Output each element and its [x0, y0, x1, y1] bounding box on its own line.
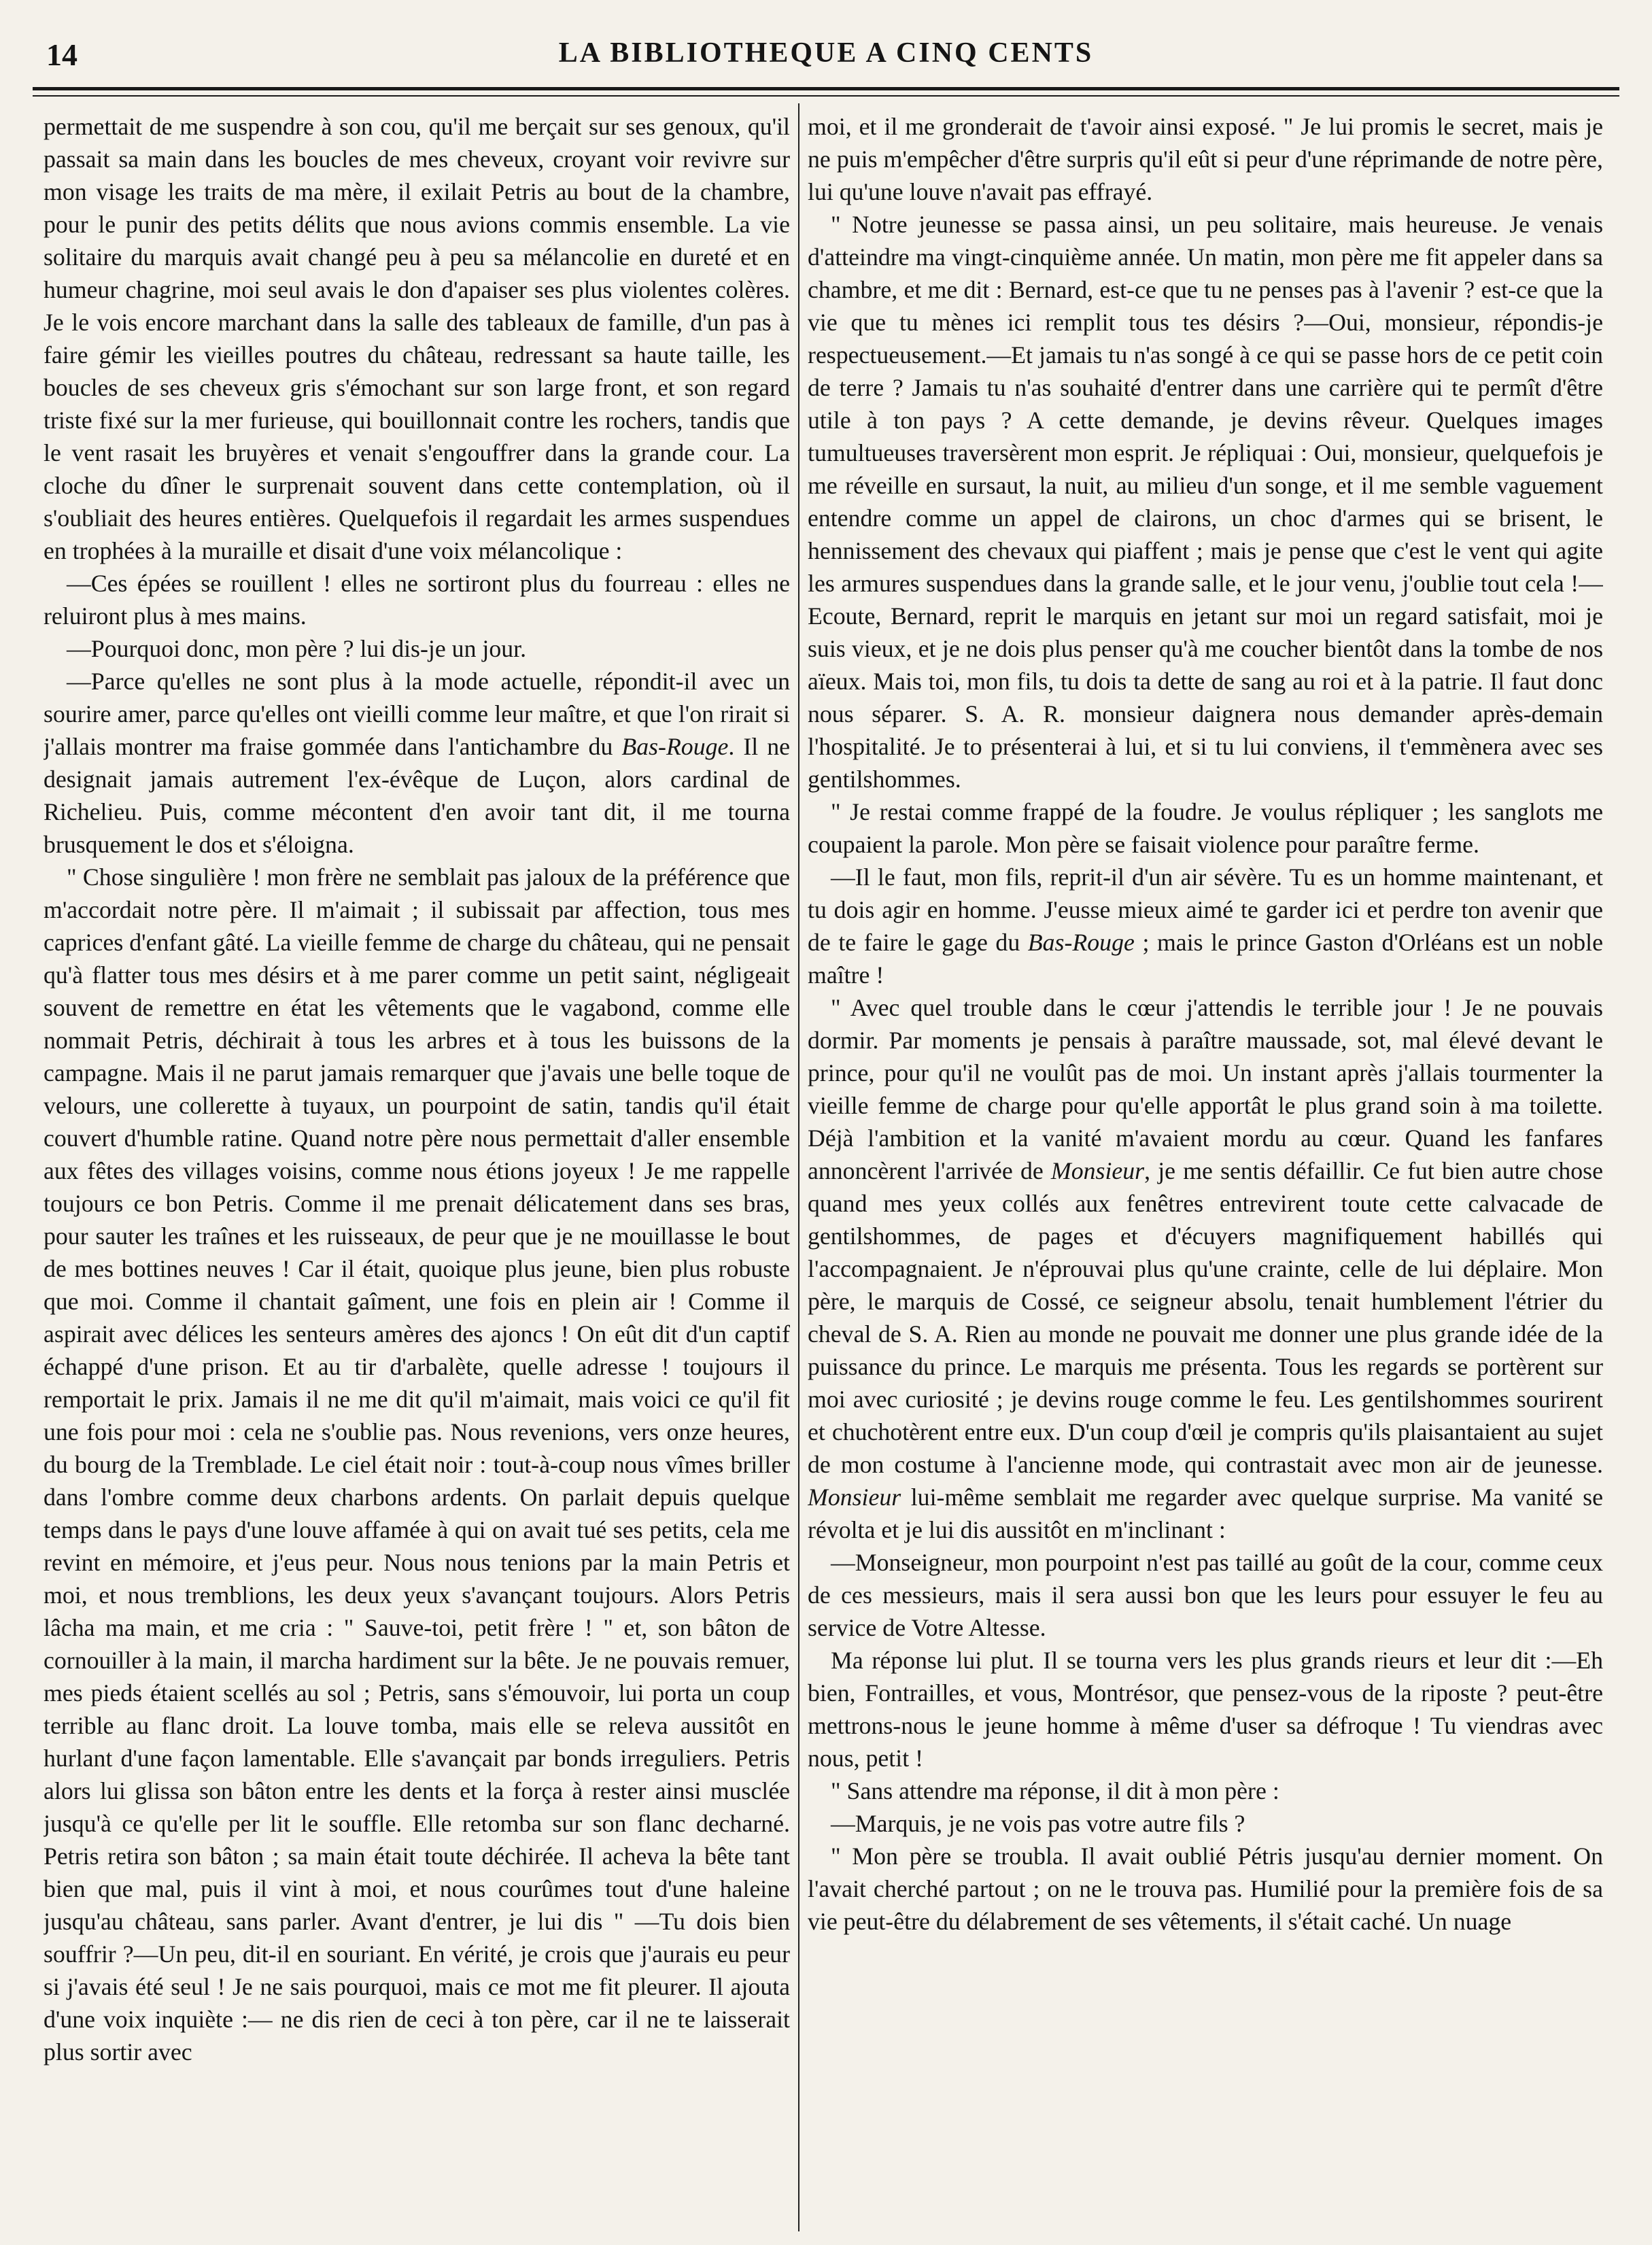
paragraph: —Parce qu'elles ne sont plus à la mode actuelle, répondit-il avec un sourire amer, parce qu'elles ont vieilli comme leur maître, et que l'on rirait si j'allais montrer ma fraise gommée dans l'antichambre du Bas-Rouge. Il ne designait jamais autrement l'ex-évêque de Luçon, alors cardinal de Richelieu. Puis, comme mécontent d'en avoir tant dit, il me tourna brusquement le dos et s'éloigna. [44, 668, 790, 858]
running-title: LA BIBLIOTHEQUE A CINQ CENTS [558, 37, 1094, 69]
paragraph: —Marquis, je ne vois pas votre autre fils ? [831, 1810, 1245, 1837]
left-column [44, 110, 790, 2225]
paragraph: " Mon père se troubla. Il avait oublié Pétris jusqu'au dernier moment. On l'avait cherché partout ; on ne le trouva pas. Humilié pour la première fois de sa vie peut-être du délabrement de ses vêtements, il s'était caché. Un nuage [808, 1843, 1603, 1935]
paragraph: " Sans attendre ma réponse, il dit à mon père : [831, 1777, 1279, 1804]
header-rule-thin [33, 95, 1619, 97]
paragraph: " Chose singulière ! mon frère ne semblait pas jaloux de la préférence que m'accordait notre père. Il m'aimait ; il subissait par affection, tous mes caprices d'enfant gâté. La vieille femme de charge du château, qui ne pensait qu'à flatter tous mes désirs et à me parer comme un petit saint, négligeait souvent de remettre en état les vêtements que le vagabond, comme elle nommait Petris, déchirait à tous les arbres et à tous les buissons de la campagne. Mais il ne parut jamais remarquer que j'avais une belle toque de velours, une collerette à tuyaux, un pourpoint de satin, tandis qu'il était couvert d'humble ratine. Quand notre père nous permettait d'aller ensemble aux fêtes des villages voisins, comme nous étions joyeux ! Je me rappelle toujours ce bon Petris. Comme il me prenait délicatement dans ses bras, pour sauter les traînes et les ruisseaux, de peur que je ne mouillasse le bout de mes bottines neuves ! Car il était, quoique plus jeune, bien plus robuste que moi. Comme il chantait gaîment, une fois en plein air ! Comme il aspirait avec délices les senteurs amères des ajoncs ! On eût dit d'un captif échappé d'une prison. Et au tir d'arbalète, quelle adresse ! toujours il remportait le prix. Jamais il ne me dit qu'il m'aimait, mais voici ce qu'il fit une fois pour moi : cela ne s'oublie pas. Nous revenions, vers onze heures, du bourg de la Tremblade. Le ciel était noir : tout-à-coup nous vîmes briller dans l'ombre comme deux charbons ardents. On parlait depuis quelque temps dans le pays d'une louve affamée à qui on avait tué ses petits, cela me revint en mémoire, et j'eus peur. Nous nous tenions par la main Petris et moi, et nous tremblions, les deux yeux s'avançant toujours. Alors Petris lâcha ma main, et me cria : " Sauve-toi, petit frère ! " et, son bâton de cornouiller à la main, il marcha hardiment sur la bête. Je ne pouvais remuer, mes pieds étaient scellés au sol ; Petris, sans s'émouvoir, lui porta un coup terrible au flanc droit. La louve tomba, mais elle se releva aussitôt en hurlant d'une façon lamentable. Elle s'avançait par bonds irreguliers. Petris alors lui glissa son bâton entre les dents et la força à rester ainsi musclée jusqu'à ce qu'elle per lit le souffle. Elle retomba sur son flanc decharné. Petris retira son bâton ; sa main était toute déchirée. Il acheva la bête tant bien que mal, puis il vint à moi, et nous courûmes tout d'une haleine jusqu'au château, sans parler. Avant d'entrer, je lui dis " —Tu dois bien souffrir ?—Un peu, dit-il en souriant. En vérité, je crois que j'aurais eu peur si j'avais été seul ! Je ne sais pourquoi, mais ce mot me fit pleurer. Il ajouta d'une voix inquiète :— ne dis rien de ceci à ton père, car il ne te laisserait plus sortir avec [44, 863, 790, 2066]
paragraph: —Monseigneur, mon pourpoint n'est pas taillé au goût de la cour, comme ceux de ces messieurs, mais il sera aussi bon que les leurs pour essuyer le feu au service de Votre Altesse. [808, 1549, 1603, 1641]
paragraph: Ma réponse lui plut. Il se tourna vers les plus grands rieurs et leur dit :—Eh bien, Fontrailles, et vous, Montrésor, que pensez-vous de la riposte ? peut-être mettrons-nous le jeune homme à même d'user sa défroque ! Tu viendras avec nous, petit ! [808, 1647, 1603, 1772]
header-rule-thick [33, 87, 1619, 90]
paragraph: " Avec quel trouble dans le cœur j'attendis le terrible jour ! Je ne pouvais dormir. Par moments je pensais à paraître maussade, sot, mal élevé devant le prince, pour qu'il ne voulût pas de moi. Un instant après j'allais tourmenter la vieille femme de charge pour qu'elle apportât le plus grand soin à ma toilette. Déjà l'ambition et la vanité m'avaient mordu au cœur. Quand les fanfares annoncèrent l'arrivée de Monsieur, je me sentis défaillir. Ce fut bien autre chose quand mes yeux collés aux fenêtres entrevirent toute cette calvacade de gentilshommes, de pages et d'écuyers magnifiquement habillés qui l'accompagnaient. Je n'éprouvai plus qu'une crainte, celle de lui déplaire. Mon père, le marquis de Cossé, ce seigneur absolu, tenait humblement l'étrier du cheval de S. A. Rien au monde ne pouvait me donner une plus grande idée de la puissance du prince. Le marquis me présenta. Tous les regards se portèrent sur moi avec curiosité ; je devins rouge comme le feu. Les gentilshommes sourirent et chuchotèrent entre eux. D'un coup d'œil je compris qu'ils plaisantaient au sujet de mon costume à l'ancienne mode, qui contrastait avec mon air de jeunesse. Monsieur lui-même semblait me regarder avec quelque surprise. Ma vanité se révolta et je lui dis aussitôt en m'inclinant : [808, 994, 1603, 1543]
paragraph: —Il le faut, mon fils, reprit-il d'un air sévère. Tu es un homme maintenant, et tu dois agir en homme. J'eusse mieux aimé te garder ici et perdre ton avenir que de te faire le gage du Bas-Rouge ; mais le prince Gaston d'Orléans est un noble maître ! [808, 863, 1603, 989]
paragraph: " Je restai comme frappé de la foudre. Je voulus répliquer ; les sanglots me coupaient la parole. Mon père se faisait violence pour paraître ferme. [808, 798, 1603, 858]
paragraph: —Ces épées se rouillent ! elles ne sortiront plus du fourreau : elles ne reluiront plus à mes mains. [44, 570, 790, 630]
paragraph: permettait de me suspendre à son cou, qu'il me berçait sur ses genoux, qu'il passait sa main dans les boucles de mes cheveux, croyant voir revivre sur mon visage les traits de ma mère, il exilait Petris au bout de la chambre, pour le punir des petits délits que nous avions commis ensemble. La vie solitaire du marquis avait changé peu à peu sa mélancolie en dureté et en humeur chagrine, moi seul avais le don d'apaiser ses plus violentes colères. Je le vois encore marchant dans la salle des tableaux de famille, d'un pas à faire gémir les vieilles poutres du château, redressant sa haute taille, les boucles de ses cheveux gris s'émochant sur son large front, et son regard triste fixé sur la mer furieuse, qui bouillonnait contre les rochers, tandis que le vent rasait les bruyères et venait s'engouffrer dans la grande cour. La cloche du dîner le surprenait souvent dans cette contemplation, où il s'oubliait des heures entières. Quelquefois il regardait les armes suspendues en trophées à la muraille et disait d'une voix mélancolique : [44, 113, 790, 564]
right-column [808, 110, 1603, 2225]
paragraph: —Pourquoi donc, mon père ? lui dis-je un jour. [67, 635, 527, 662]
paragraph: moi, et il me gronderait de t'avoir ainsi exposé. " Je lui promis le secret, mais je ne puis m'empêcher d'être surpris qu'il eût si peur d'une réprimande de notre père, lui qu'une louve n'avait pas effrayé. [808, 113, 1603, 205]
page-header [33, 33, 1619, 76]
column-divider [798, 103, 799, 2231]
paragraph: " Notre jeunesse se passa ainsi, un peu solitaire, mais heureuse. Je venais d'atteindre ma vingt-cinquième année. Un matin, mon père me fit appeler dans sa chambre, et me dit : Bernard, est-ce que tu ne penses pas à l'avenir ? est-ce que la vie que tu mènes ici remplit tous tes désirs ?—Oui, monsieur, répondis-je respectueusement.—Et jamais tu n'as songé à ce qui se passe hors de ce petit coin de terre ? Jamais tu n'as souhaité d'entrer dans une carrière qui te permît d'être utile à ton pays ? A cette demande, je devins rêveur. Quelques images tumultueuses traversèrent mon esprit. Je répliquai : Oui, monsieur, quelquefois je me réveille en sursaut, la nuit, au milieu d'un songe, et il me semble vaguement entendre comme un appel de clairons, un choc d'armes qui se brisent, le hennissement des chevaux qui piaffent ; mais je pense que c'est le vent qui agite les armures suspendues dans la grande salle, et le jour venu, j'oublie tout cela !—Ecoute, Bernard, reprit le marquis en jetant sur moi un regard satisfait, moi je suis vieux, et je ne dois plus penser qu'à me coucher bientôt dans la tombe de nos aïeux. Mais toi, mon fils, tu dois ta dette de sang au roi et à la patrie. Il faut donc nous séparer. S. A. R. monsieur daignera nous demander après-demain l'hospitalité. Je to présenterai à lui, et si tu lui conviens, il t'emmènera avec ses gentilshommes. [808, 211, 1603, 793]
page-number: 14 [46, 37, 78, 72]
